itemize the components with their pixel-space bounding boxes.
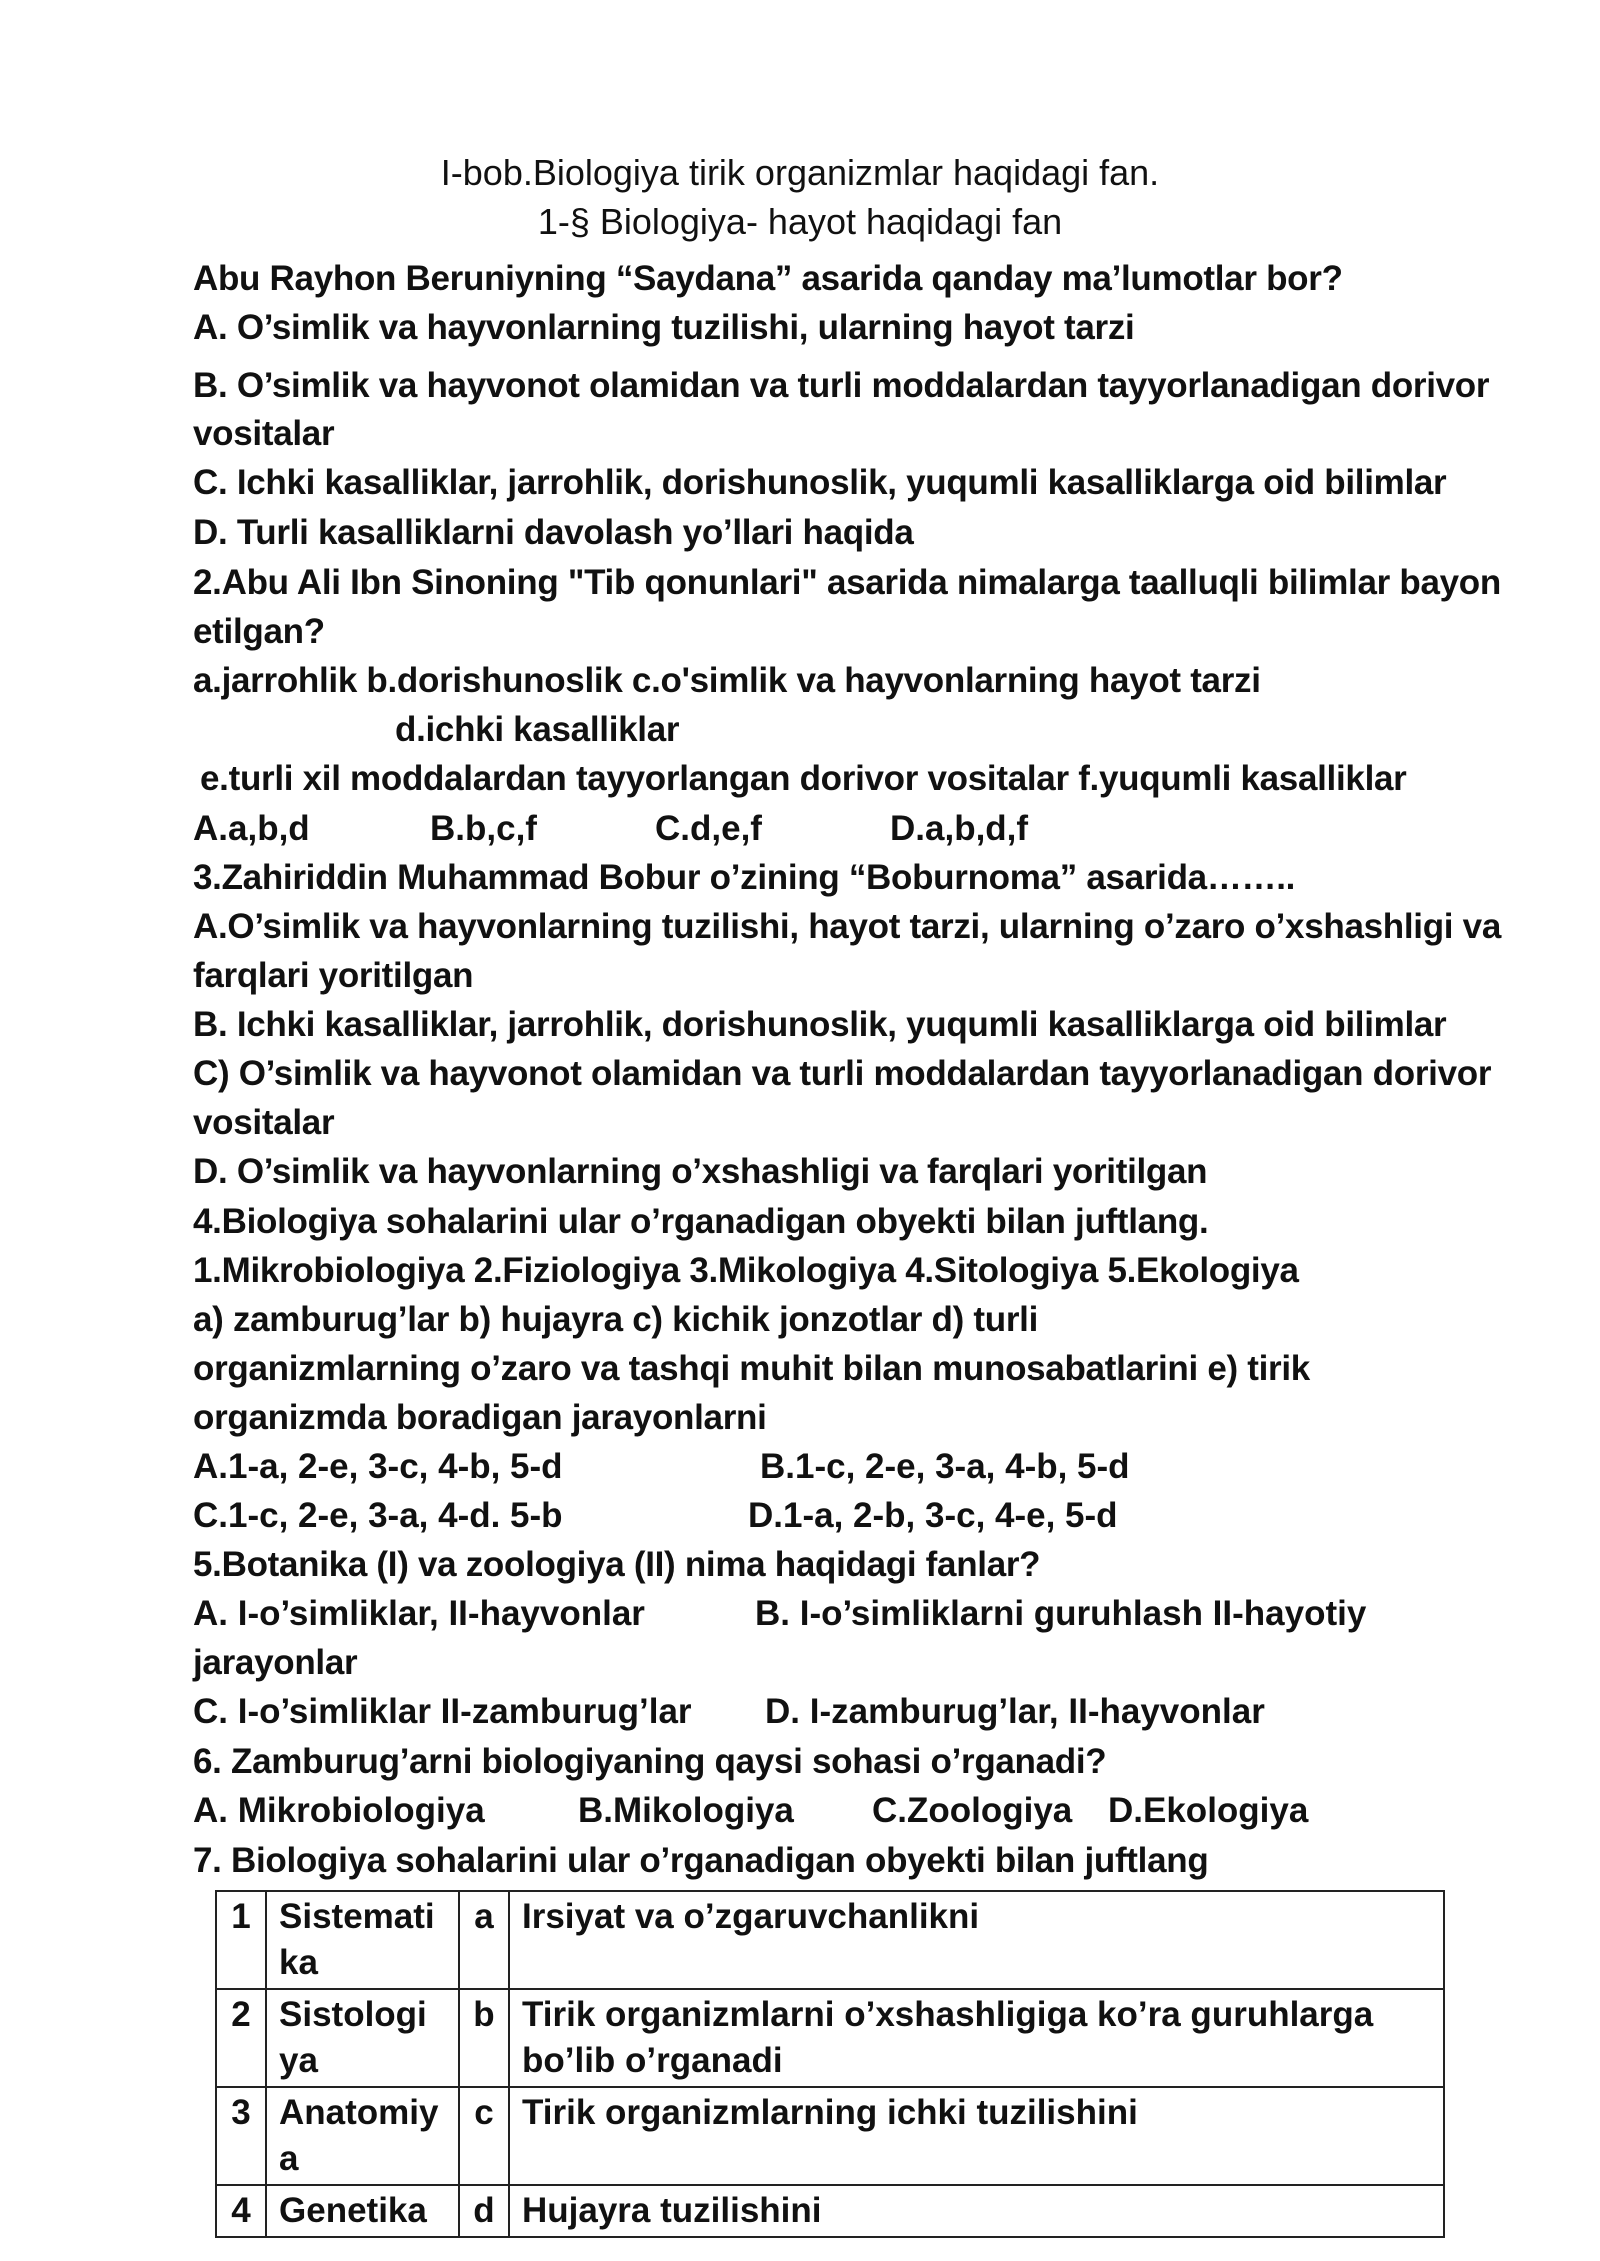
q1-question: Abu Rayhon Beruniyning “Saydana” asarida qanday ma’lumotlar bor? (193, 259, 1343, 298)
q1-option-c: C. Ichki kasalliklar, jarrohlik, dorishunoslik, yuqumli kasalliklarga oid bilimlar (193, 463, 1447, 502)
row-description: Tirik organizmlarning ichki tuzilishini (509, 2087, 1444, 2185)
q5-option-d: D. I-zamburug’lar, II-hayvonlar (765, 1692, 1265, 1731)
row-letter: a (459, 1891, 509, 1989)
q2-items-line1: a.jarrohlik b.dorishunoslik c.o'simlik va hayvonlarning hayot tarzi (193, 661, 1261, 700)
row-letter: b (459, 1989, 509, 2087)
q1-option-a: A. O’simlik va hayvonlarning tuzilishi, ularning hayot tarzi (193, 308, 1135, 347)
q5-option-b: B. I-o’simliklarni guruhlash II-hayotiy (755, 1594, 1367, 1633)
q1-option-b-cont: vositalar (193, 414, 335, 453)
q5-option-c: C. I-o’simliklar II-zamburug’lar (193, 1692, 692, 1731)
section-title: 1-§ Biologiya- hayot haqidagi fan (537, 201, 1063, 242)
q4-question: 4.Biologiya sohalarini ular o’rganadigan obyekti bilan juftlang. (193, 1202, 1209, 1241)
q2-option-b: B.b,c,f (430, 809, 537, 848)
row-description: Irsiyat va o’zgaruvchanlikni (509, 1891, 1444, 1989)
row-letter: c (459, 2087, 509, 2185)
q3-option-a: A.O’simlik va hayvonlarning tuzilishi, hayot tarzi, ularning o’zaro o’xshashligi va (193, 907, 1501, 946)
row-number: 2 (216, 1989, 266, 2087)
field-name: Sistematika (266, 1891, 459, 1989)
q5-question: 5.Botanika (I) va zoologiya (II) nima haqidagi fanlar? (193, 1545, 1041, 1584)
row-number: 4 (216, 2185, 266, 2237)
q4-option-c: C.1-c, 2-e, 3-a, 4-d. 5-b (193, 1496, 563, 1535)
table-row (216, 2185, 1444, 2237)
q3-question: 3.Zahiriddin Muhammad Bobur o’zining “Boburnoma” asarida…….. (193, 858, 1296, 897)
row-description: Tirik organizmlarni o’xshashligiga ko’ra guruhlarga bo’lib o’rganadi (509, 1989, 1444, 2087)
q4-option-b: B.1-c, 2-e, 3-a, 4-b, 5-d (760, 1447, 1130, 1486)
q1-option-b: B. O’simlik va hayvonot olamidan va turli moddalardan tayyorlanadigan dorivor (193, 366, 1490, 405)
q4-objects-line3: organizmda boradigan jarayonlarni (193, 1398, 767, 1437)
q2-option-d: D.a,b,d,f (890, 809, 1029, 848)
q7-question: 7. Biologiya sohalarini ular o’rganadigan obyekti bilan juftlang (193, 1841, 1209, 1880)
q4-objects-line1: a) zamburug’lar b) hujayra c) kichik jonzotlar d) turli (193, 1300, 1039, 1339)
table-row (216, 1989, 1444, 2087)
q2-items-line3: e.turli xil moddalardan tayyorlangan dorivor vositalar f.yuqumli kasalliklar (200, 759, 1407, 798)
q4-option-a: A.1-a, 2-e, 3-c, 4-b, 5-d (193, 1447, 563, 1486)
q6-question: 6. Zamburug’arni biologiyaning qaysi sohasi o’rganadi? (193, 1742, 1107, 1781)
row-description: Hujayra tuzilishini (509, 2185, 1444, 2237)
q7-matching-table (215, 1890, 1445, 2238)
q2-option-a: A.a,b,d (193, 809, 310, 848)
field-name: Anatomiya (266, 2087, 459, 2185)
field-name: Genetika (266, 2185, 459, 2237)
q4-objects-line2: organizmlarning o’zaro va tashqi muhit bilan munosabatlarini e) tirik (193, 1349, 1310, 1388)
q2-question: 2.Abu Ali Ibn Sinoning "Tib qonunlari" asarida nimalarga taalluqli bilimlar bayon (193, 563, 1501, 602)
row-number: 1 (216, 1891, 266, 1989)
q5-option-b-cont: jarayonlar (193, 1643, 358, 1682)
q3-option-b: B. Ichki kasalliklar, jarrohlik, dorishunoslik, yuqumli kasalliklarga oid bilimlar (193, 1005, 1447, 1044)
q3-option-a-cont: farqlari yoritilgan (193, 956, 474, 995)
q1-option-d: D. Turli kasalliklarni davolash yo’llari haqida (193, 513, 914, 552)
table-row (216, 2087, 1444, 2185)
q2-question-cont: etilgan? (193, 612, 325, 651)
chapter-title: I-bob.Biologiya tirik organizmlar haqidagi fan. (440, 152, 1160, 193)
q6-option-c: C.Zoologiya (872, 1791, 1073, 1830)
q2-items-line2: d.ichki kasalliklar (395, 710, 680, 749)
q3-option-c-cont: vositalar (193, 1103, 335, 1142)
q5-option-a: A. I-o’simliklar, II-hayvonlar (193, 1594, 645, 1633)
field-name: Sistologiya (266, 1989, 459, 2087)
q2-option-c: C.d,e,f (655, 809, 762, 848)
q6-option-b: B.Mikologiya (578, 1791, 794, 1830)
table-row (216, 1891, 1444, 1989)
q3-option-d: D. O’simlik va hayvonlarning o’xshashligi va farqlari yoritilgan (193, 1152, 1208, 1191)
q3-option-c: C) O’simlik va hayvonot olamidan va turli moddalardan tayyorlanadigan dorivor (193, 1054, 1492, 1093)
row-letter: d (459, 2185, 509, 2237)
q4-option-d: D.1-a, 2-b, 3-c, 4-e, 5-d (748, 1496, 1118, 1535)
q6-option-a: A. Mikrobiologiya (193, 1791, 485, 1830)
q6-option-d: D.Ekologiya (1108, 1791, 1309, 1830)
q4-fields: 1.Mikrobiologiya 2.Fiziologiya 3.Mikologiya 4.Sitologiya 5.Ekologiya (193, 1251, 1299, 1290)
row-number: 3 (216, 2087, 266, 2185)
